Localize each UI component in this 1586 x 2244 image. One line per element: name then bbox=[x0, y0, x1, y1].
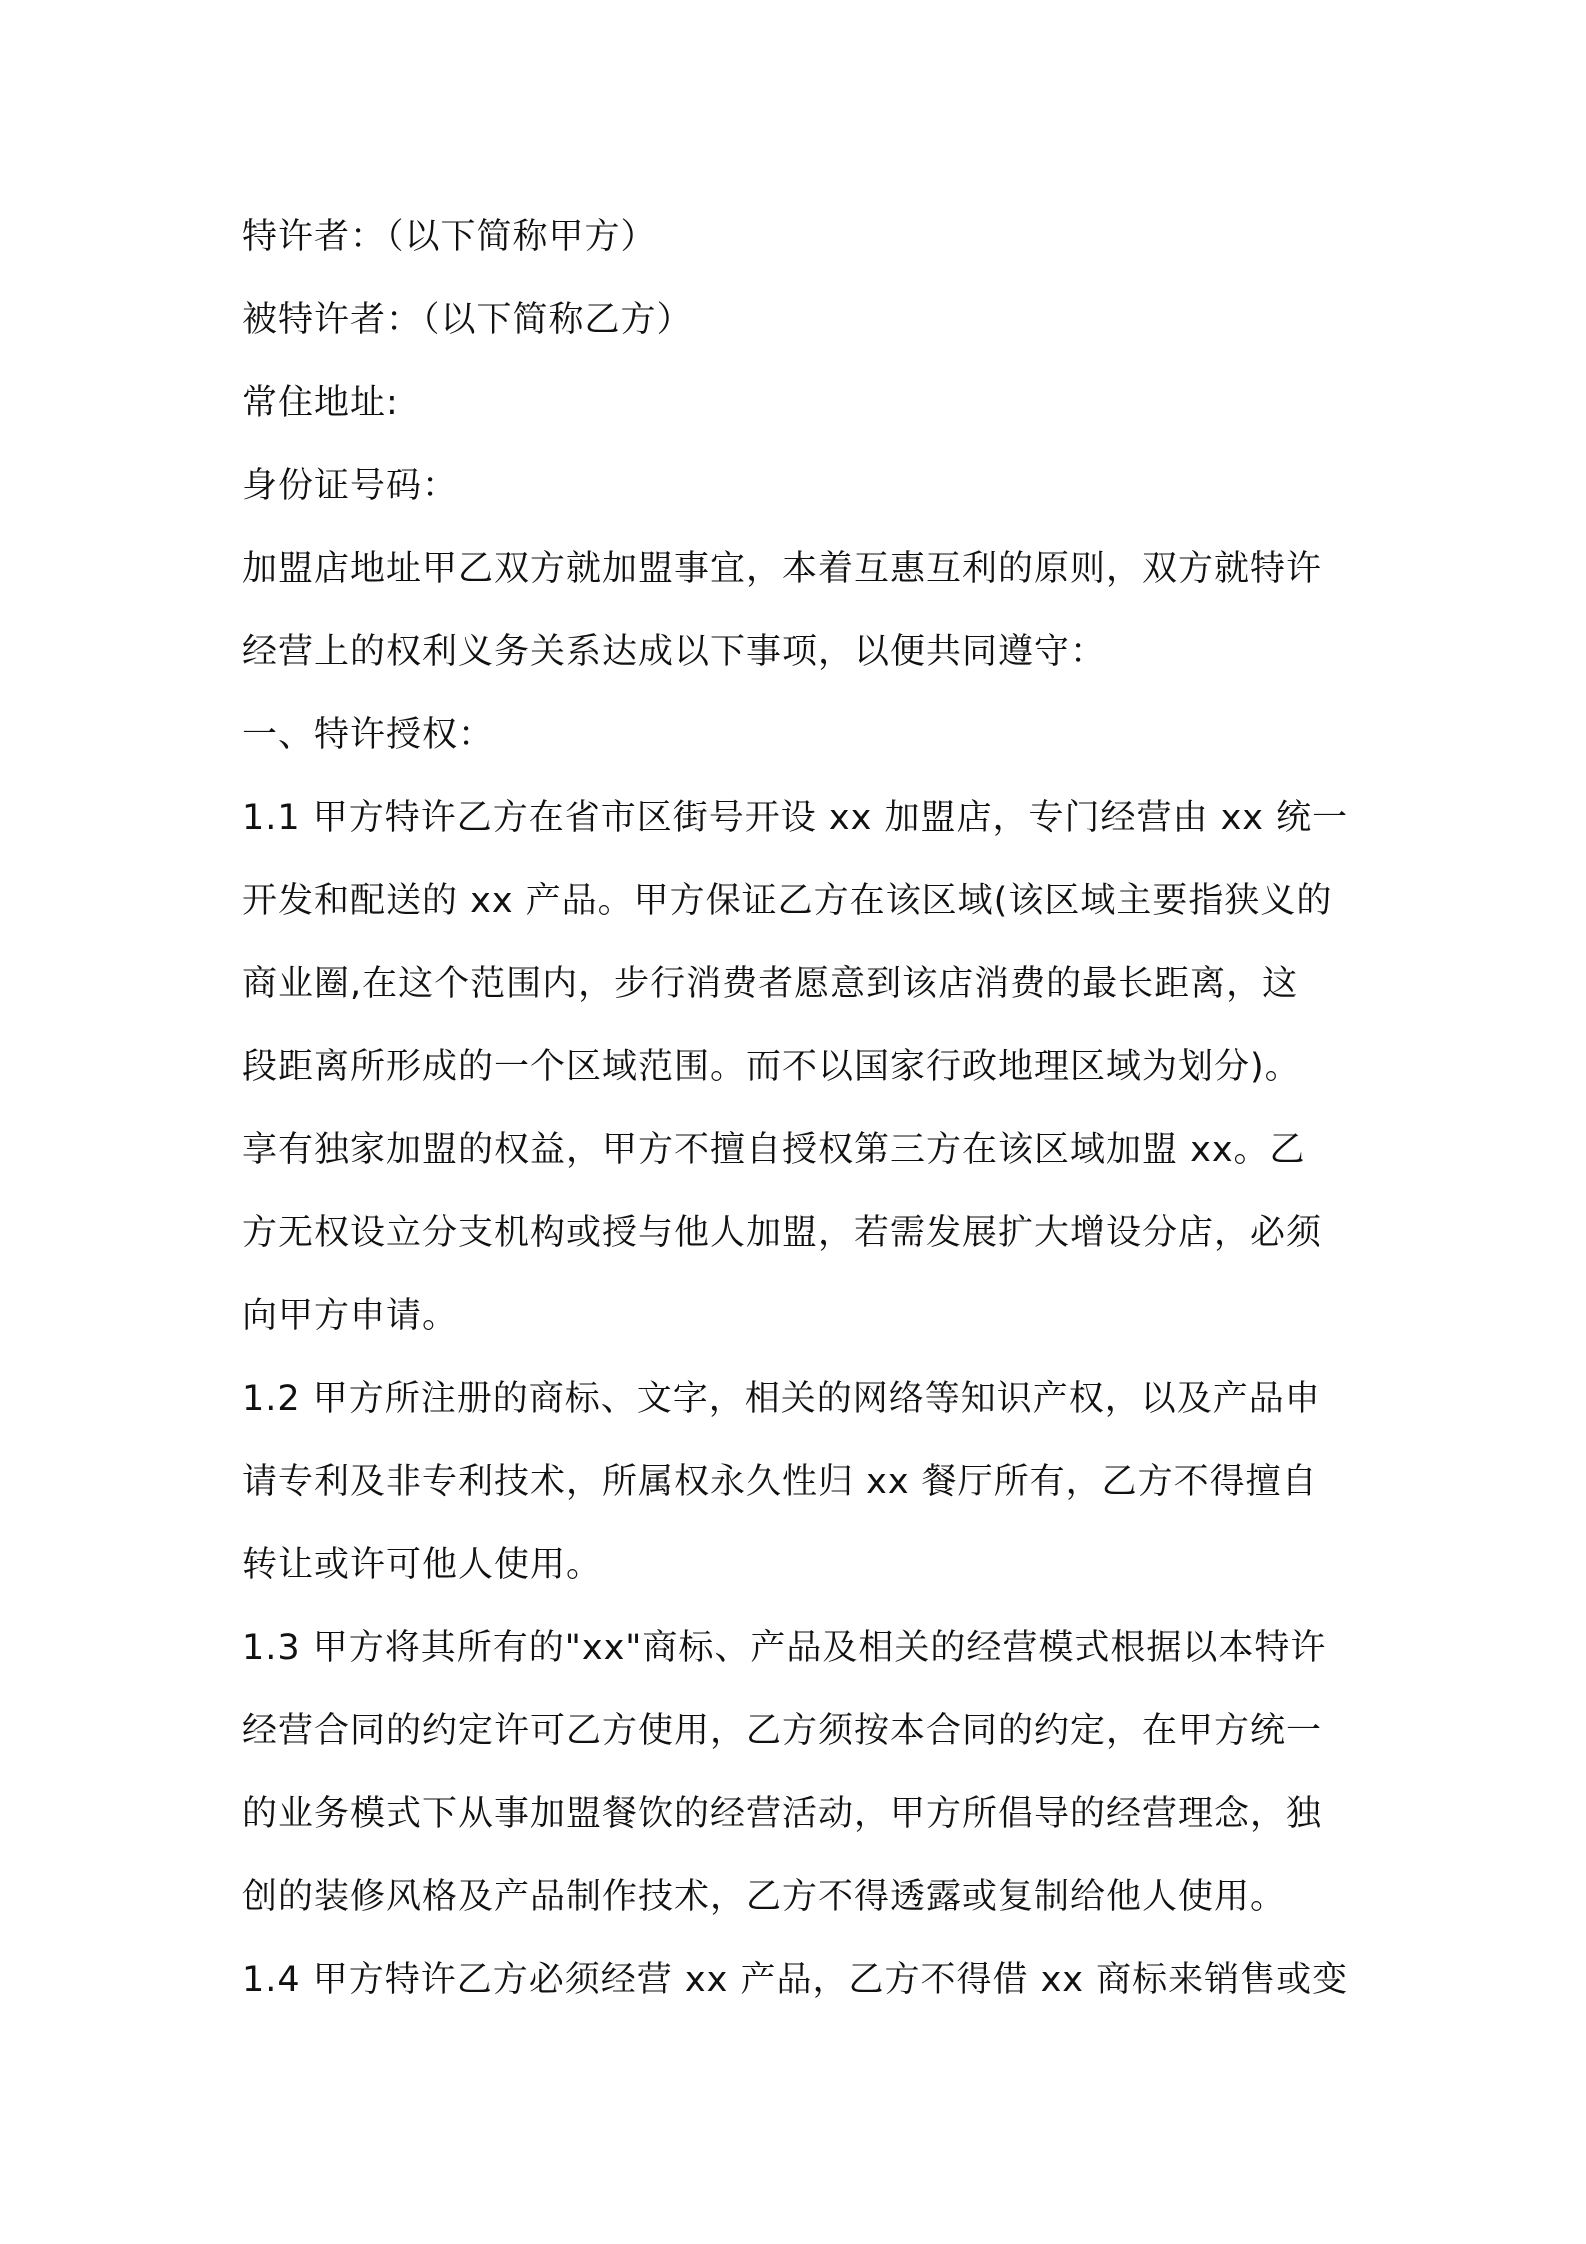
party-b-line: 被特许者：（以下简称乙方） bbox=[242, 300, 693, 340]
party-a-line: 特许者：（以下简称甲方） bbox=[242, 217, 657, 257]
contract-text bbox=[242, 196, 1360, 2022]
text-line: 加盟店地址甲乙双方就加盟事宜，本着互惠互利的原则，双方就特许 bbox=[242, 549, 1323, 589]
text-line: 段距离所形成的一个区域范围。而不以国家行政地理区域为划分)。 bbox=[242, 1047, 1301, 1087]
text-line: 1.3 甲方将其所有的"xx"商标、产品及相关的经营模式根据以本特许 bbox=[242, 1628, 1327, 1668]
text-line: 1.2 甲方所注册的商标、文字，相关的网络等知识产权，以及产品申 bbox=[242, 1379, 1321, 1419]
address-line: 常住地址: bbox=[242, 383, 399, 423]
text-line: 1.1 甲方特许乙方在省市区街号开设 xx 加盟店，专门经营由 xx 统一 bbox=[242, 798, 1349, 838]
text-line: 开发和配送的 xx 产品。甲方保证乙方在该区域(该区域主要指狭义的 bbox=[242, 881, 1333, 921]
text-line: 经营合同的约定许可乙方使用，乙方须按本合同的约定，在甲方统一 bbox=[242, 1711, 1323, 1751]
text-line: 商业圈,在这个范围内，步行消费者愿意到该店消费的最长距离，这 bbox=[242, 964, 1299, 1004]
text-line: 经营上的权利义务关系达成以下事项，以便共同遵守： bbox=[242, 632, 1107, 672]
text-line: 创的装修风格及产品制作技术，乙方不得透露或复制给他人使用。 bbox=[242, 1877, 1287, 1917]
text-line: 向甲方申请。 bbox=[242, 1296, 459, 1336]
text-line: 请专利及非专利技术，所属权永久性归 xx 餐厅所有，乙方不得擅自 bbox=[242, 1462, 1318, 1502]
id-number-line: 身份证号码： bbox=[242, 466, 459, 506]
text-line: 1.4 甲方特许乙方必须经营 xx 产品，乙方不得借 xx 商标来销售或变 bbox=[242, 1960, 1349, 2000]
text-line: 方无权设立分支机构或授与他人加盟，若需发展扩大增设分店，必须 bbox=[242, 1213, 1323, 1253]
text-line: 转让或许可他人使用。 bbox=[242, 1545, 603, 1585]
section-heading: 一、特许授权： bbox=[242, 715, 495, 755]
text-line: 享有独家加盟的权益，甲方不擅自授权第三方在该区域加盟 xx。乙 bbox=[242, 1130, 1306, 1170]
text-line: 的业务模式下从事加盟餐饮的经营活动，甲方所倡导的经营理念，独 bbox=[242, 1794, 1323, 1834]
